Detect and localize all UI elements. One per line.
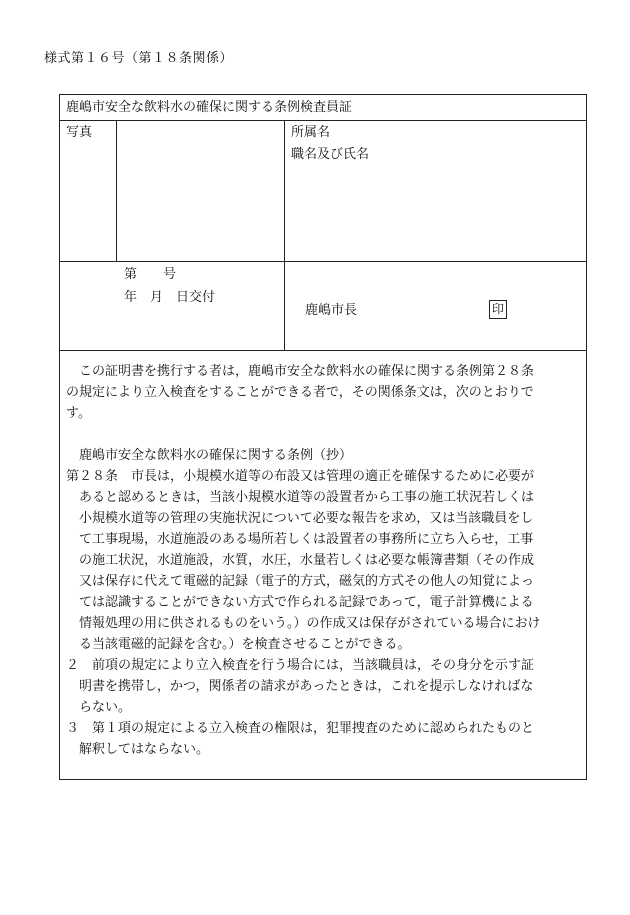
article-line: て工事現場，水道施設のある場所若しくは設置者の事務所に立ち入らせ，工事 bbox=[79, 532, 534, 547]
notice-body bbox=[66, 361, 582, 760]
article-line: 明書を携帯し，かつ，関係者の請求があったときは，これを提示しなければな bbox=[79, 679, 534, 694]
inspector-card-frame bbox=[59, 94, 587, 780]
affiliation-label: 所属名 bbox=[291, 125, 331, 140]
article-line: らない。 bbox=[79, 700, 132, 715]
article-line: 又は保存に代えて電磁的記録（電子的方式，磁気的方式その他人の知覚によっ bbox=[79, 574, 535, 589]
notice-divider bbox=[60, 350, 586, 351]
article-line: ては認識することができない方式で作られる記録であって，電子計算機による bbox=[79, 595, 534, 610]
form-number-label: 様式第１６号（第１８条関係） bbox=[44, 51, 234, 66]
card-title: 鹿嶋市安全な飲料水の確保に関する条例検査員証 bbox=[66, 100, 353, 115]
notice-line: この証明書を携行する者は，鹿嶋市安全な飲料水の確保に関する条例第２８条 bbox=[79, 364, 535, 379]
article-line: る当該電磁的記録を含む。）を検査させることができる。 bbox=[79, 637, 411, 652]
photo-label: 写真 bbox=[66, 125, 93, 140]
photo-bottom-divider bbox=[60, 261, 586, 262]
issuer-label: 鹿嶋市長 bbox=[305, 303, 358, 318]
article-line: 情報処理の用に供されるものをいう。）の作成又は保存がされている場合におけ bbox=[79, 616, 541, 631]
notice-line: の規定により立入検査をすることができる者で，その関係条文は，次のとおりで bbox=[66, 385, 534, 400]
notice-line: す。 bbox=[66, 406, 91, 421]
article-line: の施工状況，水道施設，水質，水圧，水量若しくは必要な帳簿書類（その作成 bbox=[79, 553, 535, 568]
photo-label-divider bbox=[116, 120, 117, 261]
spacer bbox=[66, 424, 582, 445]
issue-date: 年 月 日交付 bbox=[124, 290, 216, 305]
article-line: 小規模水道等の管理の実施状況について必要な報告を求め，又は当該職員をし bbox=[79, 511, 534, 526]
article-line: ３ 第１項の規定による立入検査の権限は，犯罪捜査のために認められたものと bbox=[66, 721, 535, 736]
article-line: ２ 前項の規定により立入検査を行う場合には，当該職員は，その身分を示す証 bbox=[66, 658, 535, 673]
position-name-label: 職名及び氏名 bbox=[291, 147, 370, 162]
article-line: あると認めるときは，当該小規模水道等の設置者から工事の施工状況若しくは bbox=[79, 490, 535, 505]
article-line: 第２８条 市長は，小規模水道等の布設又は管理の適正を確保するために必要が bbox=[66, 469, 535, 484]
center-divider bbox=[284, 120, 285, 350]
seal-mark: 印 bbox=[489, 300, 507, 319]
card-number: 第 号 bbox=[124, 267, 177, 282]
excerpt-title: 鹿嶋市安全な飲料水の確保に関する条例（抄） bbox=[79, 448, 353, 463]
article-line: 解釈してはならない。 bbox=[79, 742, 210, 757]
title-divider bbox=[60, 120, 586, 121]
